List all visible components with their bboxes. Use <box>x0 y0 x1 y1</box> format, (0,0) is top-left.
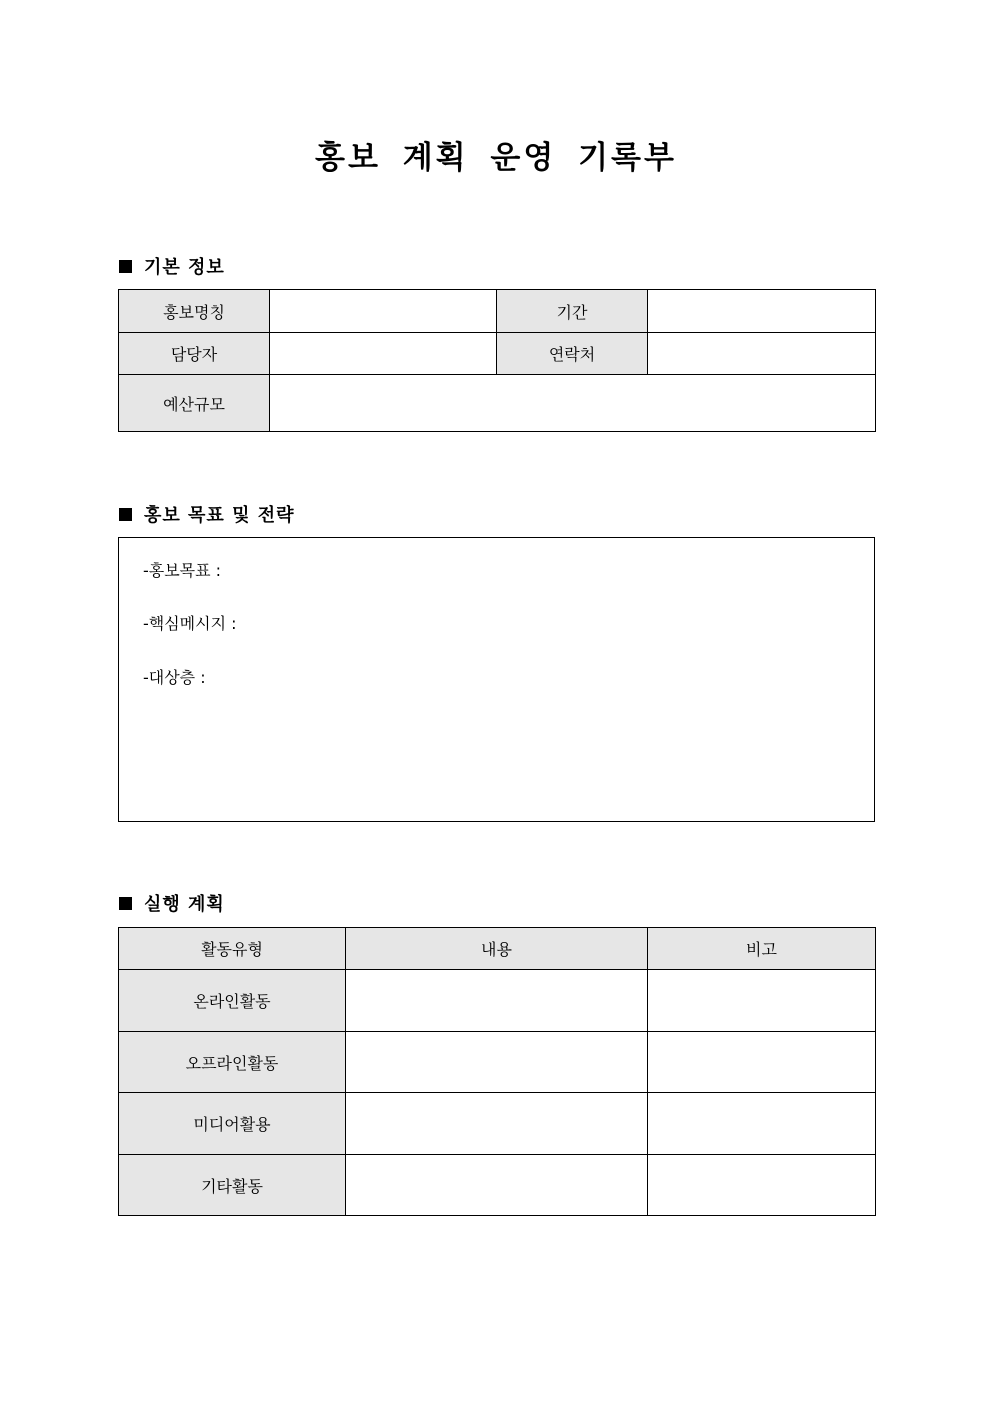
row-label-media: 미디어활용 <box>119 1093 346 1155</box>
strategy-target-line: -대상층 : <box>143 668 206 687</box>
section-heading-label: 홍보 목표 및 전략 <box>144 505 295 526</box>
page-title: 홍보 계획 운영 기록부 <box>315 140 677 176</box>
header-activity-type: 활동유형 <box>119 928 346 970</box>
section-heading-basic-info <box>119 253 225 279</box>
square-bullet-icon <box>119 897 132 910</box>
square-bullet-icon <box>119 260 132 273</box>
header-remarks: 비고 <box>648 928 876 970</box>
cell-online-remarks[interactable] <box>648 970 876 1032</box>
cell-media-remarks[interactable] <box>648 1093 876 1155</box>
cell-offline-remarks[interactable] <box>648 1032 876 1093</box>
field-contact[interactable] <box>648 333 876 375</box>
label-name: 홍보명칭 <box>119 290 270 333</box>
section-heading-label: 실행 계획 <box>144 894 225 915</box>
square-bullet-icon <box>119 508 132 521</box>
field-budget[interactable] <box>270 375 876 432</box>
basic-info-table <box>118 289 876 432</box>
cell-online-content[interactable] <box>346 970 648 1032</box>
section-heading-label: 기본 정보 <box>144 257 225 278</box>
field-name[interactable] <box>270 290 497 333</box>
label-budget: 예산규모 <box>119 375 270 432</box>
cell-other-content[interactable] <box>346 1155 648 1216</box>
strategy-box[interactable] <box>118 537 875 822</box>
row-label-offline: 오프라인활동 <box>119 1032 346 1093</box>
cell-other-remarks[interactable] <box>648 1155 876 1216</box>
section-heading-strategy <box>119 501 295 527</box>
header-content: 내용 <box>346 928 648 970</box>
label-period: 기간 <box>497 290 648 333</box>
field-manager[interactable] <box>270 333 497 375</box>
row-label-other: 기타활동 <box>119 1155 346 1216</box>
label-contact: 연락처 <box>497 333 648 375</box>
field-period[interactable] <box>648 290 876 333</box>
row-label-online: 온라인활동 <box>119 970 346 1032</box>
label-manager: 담당자 <box>119 333 270 375</box>
strategy-message-line: -핵심메시지 : <box>143 614 237 633</box>
plan-table <box>118 927 876 1216</box>
section-heading-plan <box>119 890 225 916</box>
cell-media-content[interactable] <box>346 1093 648 1155</box>
strategy-goal-line: -홍보목표 : <box>143 561 222 580</box>
cell-offline-content[interactable] <box>346 1032 648 1093</box>
